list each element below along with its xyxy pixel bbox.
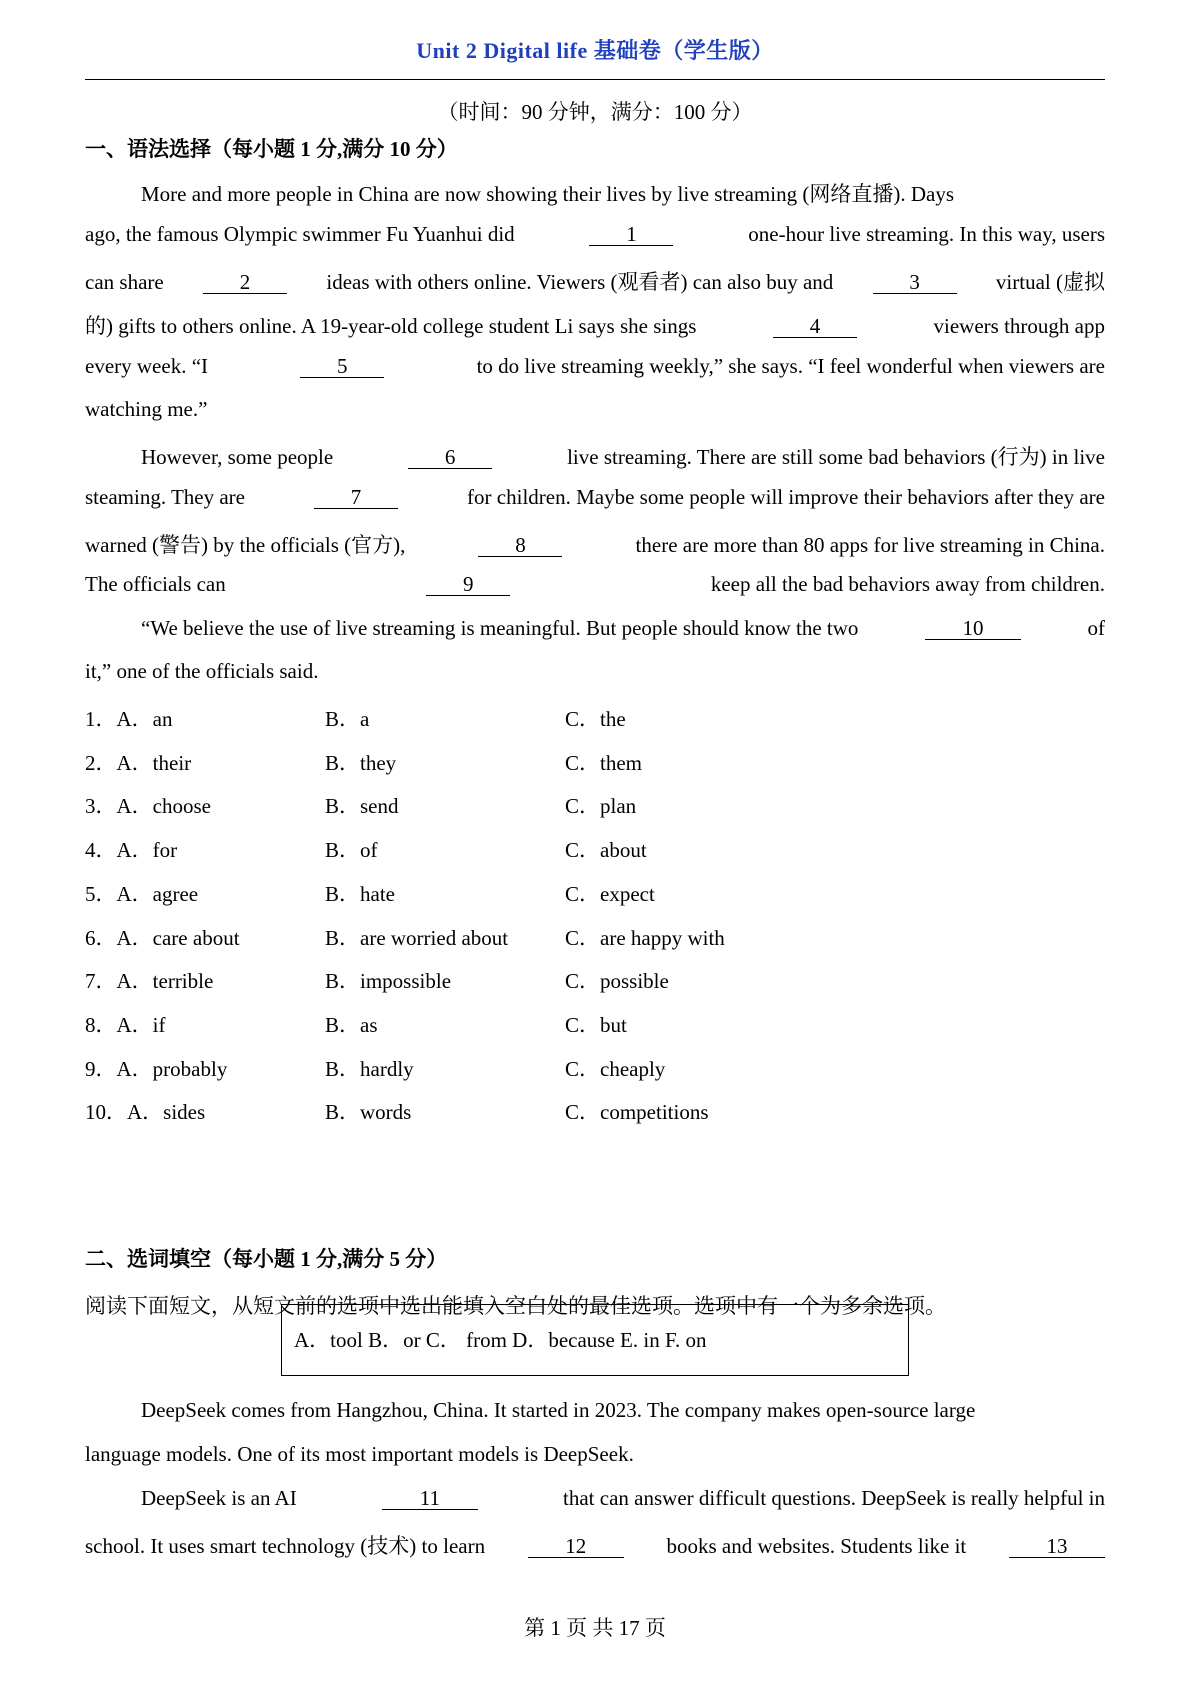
option-c: C．the [565, 707, 626, 731]
section1-heading: 一、语法选择（每小题 1 分,满分 10 分） [85, 137, 458, 161]
passage-text: language models. One of its most important models is DeepSeek. [85, 1442, 634, 1466]
option-b: B．send [325, 794, 399, 819]
header-rule [85, 79, 1105, 80]
passage-text: school. It uses smart technology (技术) to learn [85, 1534, 486, 1558]
passage-text: 的) gifts to others online. A 19-year-old college student Li says she sings [85, 314, 697, 338]
option-row [85, 1096, 1105, 1126]
answer-blank: 9 [426, 573, 510, 596]
section2-lines-line [85, 1530, 1105, 1560]
passage-text: ideas with others online. Viewers (观看者) can also buy and [326, 270, 834, 294]
option-b: B．of [325, 838, 378, 863]
section2-lines-line [141, 1486, 1105, 1511]
word-options-box: A．tool B．or C． from D．because E. in F. on [281, 1304, 909, 1376]
option-row [85, 1053, 1105, 1083]
option-a: 8．A．if [85, 1012, 166, 1037]
passage-text: The officials can [85, 572, 226, 596]
section1-lines-line [141, 441, 1105, 471]
answer-blank: 8 [478, 534, 562, 557]
exam-meta: （时间：90 分钟，满分：100 分） [437, 100, 753, 124]
passage-text: virtual (虚拟 [995, 270, 1105, 294]
section1-lines-line [85, 266, 1105, 296]
section1-lines-line [85, 572, 1105, 597]
passage-text: live streaming. There are still some bad behaviors (行为) in live [567, 445, 1105, 469]
answer-blank: 3 [873, 271, 957, 294]
passage-text: can share [85, 270, 164, 294]
passage-text: ago, the famous Olympic swimmer Fu Yuanhui did [85, 222, 515, 246]
option-c: C．them [565, 750, 642, 775]
option-b: B．are worried about [325, 925, 509, 950]
passage-text: for children. Maybe some people will improve their behaviors after they are [467, 485, 1105, 509]
option-b: B．as [325, 1012, 378, 1037]
option-row [85, 747, 1105, 777]
option-row [85, 1009, 1105, 1039]
passage-text: one-hour live streaming. In this way, users [748, 222, 1105, 246]
option-a: 1．A．an [85, 707, 173, 731]
passage-text: it,” one of the officials said. [85, 659, 319, 683]
option-a: 9．A．probably [85, 1056, 228, 1081]
passage-text: warned (警告) by the officials (官方), [85, 533, 406, 557]
answer-blank: 12 [528, 1535, 624, 1558]
passage-text: viewers through app [933, 314, 1105, 338]
option-c: C．plan [565, 794, 637, 819]
answer-blank: 7 [314, 486, 398, 509]
section2-heading: 二、选词填空（每小题 1 分,满分 5 分） [85, 1247, 448, 1271]
section2-instruction: 阅读下面短文，从短文前的选项中选出能填入空白处的最佳选项。选项中有一个为多余选项。 [85, 1294, 946, 1318]
option-c: C．are happy with [565, 925, 725, 950]
option-a: 3．A．choose [85, 794, 211, 819]
section1-lines-line [85, 397, 1105, 422]
option-row [85, 790, 1105, 820]
section1-lines-line [141, 616, 1105, 641]
section2-lines-line [141, 1398, 1105, 1423]
document-title: Unit 2 Digital life 基础卷（学生版） [416, 38, 774, 63]
option-b: B．a [325, 707, 370, 731]
passage-text: DeepSeek is an AI [141, 1486, 297, 1510]
page-footer: 第 1 页 共 17 页 [524, 1616, 666, 1640]
passage-text: “We believe the use of live streaming is meaningful. But people should know the two [141, 616, 859, 640]
passage-text: that can answer difficult questions. DeepSeek is really helpful in [563, 1486, 1105, 1510]
option-c: C．expect [565, 881, 655, 906]
section1-lines-line [85, 222, 1105, 247]
passage-text: of [1087, 616, 1105, 640]
section2-lines-line [85, 1442, 1105, 1467]
option-row [85, 703, 1105, 733]
section1-lines-line [85, 485, 1105, 510]
option-b: B．hardly [325, 1056, 414, 1081]
option-b: B．words [325, 1100, 412, 1125]
option-row [85, 834, 1105, 864]
section1-lines-line [85, 659, 1105, 684]
option-c: C．but [565, 1012, 627, 1037]
passage-text: every week. “I [85, 354, 209, 378]
passage-text: However, some people [141, 445, 334, 469]
option-b: B．impossible [325, 969, 452, 994]
passage-text: steaming. They are [85, 485, 245, 509]
passage-text: to do live streaming weekly,” she says. “I feel wonderful when viewers are [476, 354, 1105, 378]
option-a: 6．A．care about [85, 925, 240, 950]
passage-text: watching me.” [85, 397, 208, 421]
answer-blank: 11 [382, 1487, 478, 1510]
option-row [85, 878, 1105, 908]
passage-text: there are more than 80 apps for live streaming in China. [635, 533, 1105, 557]
option-b: B．hate [325, 881, 395, 906]
answer-blank: 4 [773, 315, 857, 338]
passage-text: keep all the bad behaviors away from children. [710, 572, 1105, 596]
option-c: C．possible [565, 969, 669, 994]
answer-blank: 5 [300, 355, 384, 378]
option-a: 5．A．agree [85, 881, 199, 906]
option-row [85, 965, 1105, 995]
answer-blank: 2 [203, 271, 287, 294]
option-a: 2．A．their [85, 750, 192, 775]
option-c: C．about [565, 838, 647, 863]
section1-lines-line [85, 354, 1105, 379]
answer-blank: 6 [408, 446, 492, 469]
option-b: B．they [325, 750, 397, 775]
option-c: C．cheaply [565, 1056, 666, 1081]
answer-blank: 10 [925, 617, 1021, 640]
option-a: 4．A．for [85, 838, 178, 863]
section1-lines-line [85, 310, 1105, 340]
passage-text: More and more people in China are now showing their lives by live streaming (网络直播). Days [141, 182, 954, 206]
option-a: 7．A．terrible [85, 969, 214, 994]
option-row [85, 922, 1105, 952]
answer-blank: 1 [589, 223, 673, 246]
option-c: C．competitions [565, 1100, 709, 1125]
option-a: 10．A．sides [85, 1100, 206, 1125]
section1-lines-line [85, 529, 1105, 559]
passage-text: DeepSeek comes from Hangzhou, China. It started in 2023. The company makes open-source large [141, 1398, 976, 1422]
answer-blank: 13 [1009, 1535, 1105, 1558]
section1-lines-line [141, 178, 1105, 208]
passage-text: books and websites. Students like it [666, 1534, 967, 1558]
